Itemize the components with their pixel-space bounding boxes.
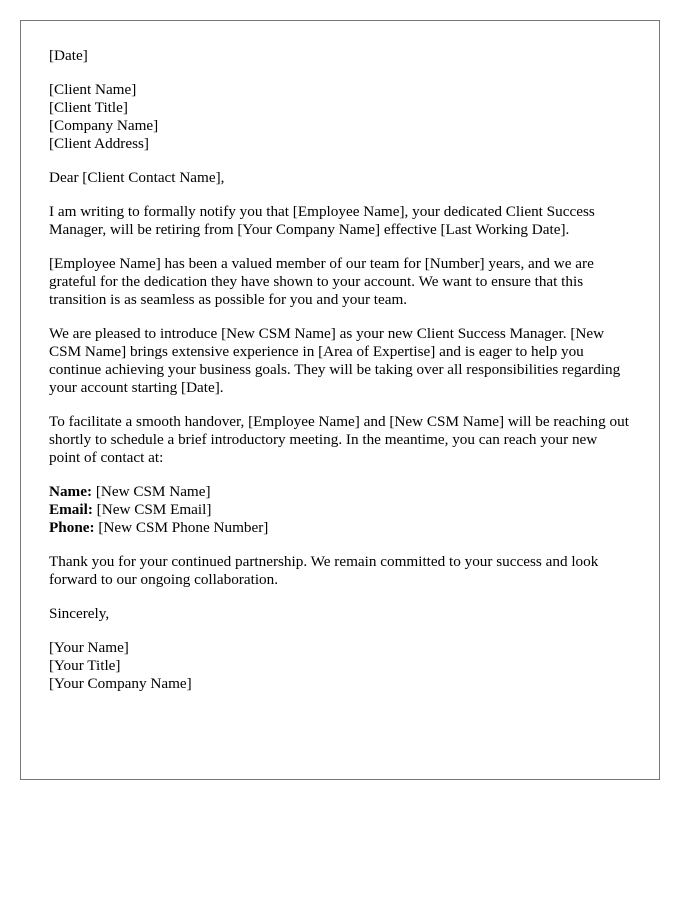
recipient-block — [49, 81, 631, 153]
contact-phone-value: [New CSM Phone Number] — [94, 519, 269, 536]
salutation: Dear [Client Contact Name], — [49, 169, 225, 186]
contact-email-label: Email: — [49, 501, 93, 518]
paragraph-thanks: Thank you for your continued partnership. We remain committed to your success and look forward to our ongoing collaboration. — [49, 553, 599, 588]
closing: Sincerely, — [49, 605, 110, 622]
signature-title: [Your Title] — [49, 657, 121, 674]
paragraph-handover: To facilitate a smooth handover, [Employee Name] and [New CSM Name] will be reaching out shortly to schedule a brief introductory meeting. In the meantime, you can reach your new point of contact at: — [49, 413, 629, 466]
paragraph-notification: I am writing to formally notify you that [Employee Name], your dedicated Client Success Manager, will be retiring from [Your Company Name] effective [Last Working Date]. — [49, 203, 595, 238]
contact-phone-line — [49, 519, 631, 537]
signature-name: [Your Name] — [49, 639, 129, 656]
recipient-address: [Client Address] — [49, 135, 149, 152]
letter-page — [20, 20, 660, 780]
contact-email-value: [New CSM Email] — [92, 501, 212, 518]
letter-date — [49, 47, 631, 65]
signature-company: [Your Company Name] — [49, 675, 192, 692]
paragraph-introduction: We are pleased to introduce [New CSM Name] as your new Client Success Manager. [New CSM Name] brings extensive experience in [Area of Expertise] and is eager to help you continue achieving your business goals. They will be taking over all responsibilities regarding your account starting [Date]. — [49, 325, 621, 396]
paragraph-appreciation: [Employee Name] has been a valued member of our team for [Number] years, and we are grateful for the dedication they have shown to your account. We want to ensure that this transition is as seamless as possible for you and your team. — [49, 255, 594, 308]
contact-phone-label: Phone: — [49, 519, 95, 536]
contact-email-line — [49, 501, 631, 519]
contact-block — [49, 483, 631, 537]
recipient-title: [Client Title] — [49, 99, 128, 116]
recipient-company: [Company Name] — [49, 117, 159, 134]
signature-block — [49, 639, 631, 693]
contact-name-line — [49, 483, 631, 501]
recipient-name: [Client Name] — [49, 81, 137, 98]
date-text: [Date] — [49, 47, 88, 64]
contact-name-label: Name: — [49, 483, 93, 500]
contact-name-value: [New CSM Name] — [92, 483, 211, 500]
